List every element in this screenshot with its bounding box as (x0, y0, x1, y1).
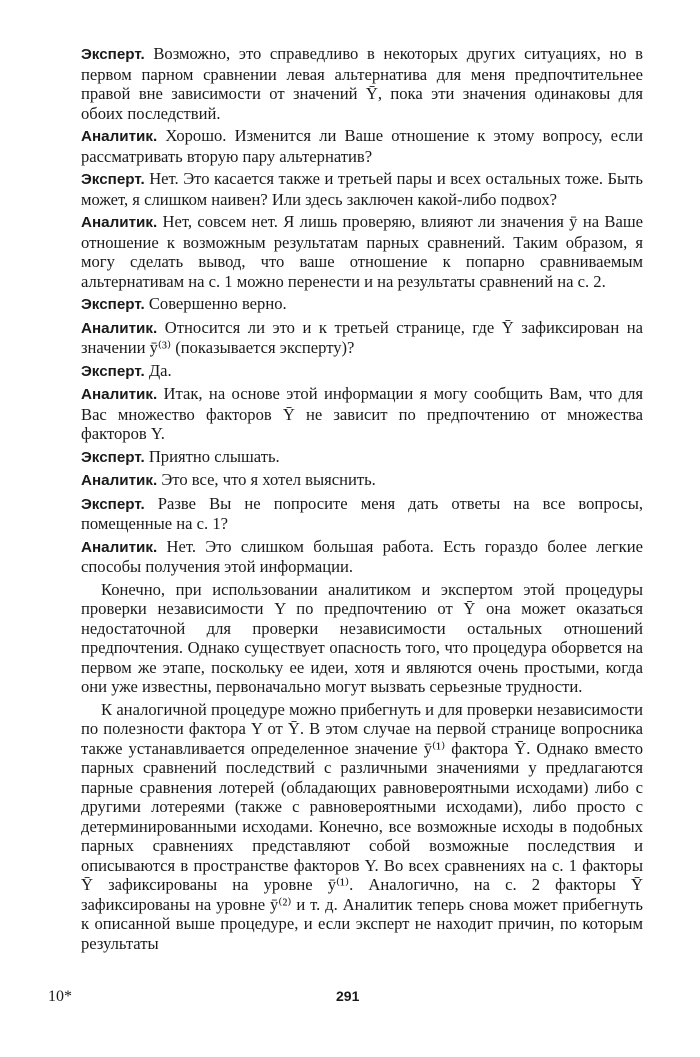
speaker-label: Эксперт. (81, 448, 145, 466)
body-paragraph: К аналогичной процедуре можно прибегнуть и для проверки независимости по полезности фактора Y от Ȳ. В этом случае на первой странице вопросника также устанавливается определенное значение ȳ⁽¹⁾ фактора Ȳ. Однако вместо парных сравнений последствий с различными значениями y предлагаются парные сравнения лотерей (обладающих равновероятными исходами) либо с другими лотереями (также с равновероятными исходами), либо просто с детерминированными исходами. Конечно, все возможные исходы в подобных парных сравнениях представляют собой возможные последствия и описываются в пространстве факторов Y. Во всех сравнениях на с. 1 факторы Ȳ зафиксированы на уровне ȳ⁽¹⁾. Аналогично, на с. 2 факторы Ȳ зафиксированы на уровне ȳ⁽²⁾ и т. д. Аналитик теперь снова может прибегнуть к описанной выше процедуре, и если эксперт не находит причин, по которым результаты (81, 699, 643, 953)
speaker-label: Эксперт. (81, 46, 145, 63)
dialogue-text: Нет. Это касается также и третьей пары и всех остальных тоже. Быть может, я слишком наивен? Или здесь заключен какой-либо подвох? (81, 169, 643, 209)
dialogue-analyst (81, 126, 643, 166)
body-paragraph: Конечно, при использовании аналитиком и экспертом этой процедуры проверки независимости Y по предпочтению от Ȳ она может оказаться недостаточной для проверки независимости остальных отношений предпочтения. Однако существует опасность того, что процедура оборвется на первом же этапе, поскольку ее идеи, хотя и являются очень простыми, когда они уже известны, первоначально могут вызвать серьезные трудности. (81, 579, 643, 696)
speaker-label: Эксперт. (81, 296, 145, 313)
speaker-label: Эксперт. (81, 362, 145, 380)
speaker-label: Аналитик. (81, 128, 158, 145)
dialogue-analyst (81, 384, 643, 444)
signature-mark: 10* (48, 988, 72, 1005)
dialogue-text: Хорошо. Изменится ли Ваше отношение к этому вопросу, если рассматривать вторую пару альтернатив? (81, 126, 643, 166)
dialogue-analyst (81, 212, 643, 291)
dialogue-analyst (81, 318, 643, 358)
dialogue-analyst (81, 470, 643, 491)
speaker-label: Аналитик. (81, 214, 158, 231)
dialogue-text: Относится ли это и к третьей странице, где Ȳ зафиксирован на значении ȳ⁽³⁾ (показывается эксперту)? (81, 317, 643, 357)
dialogue-text: Да. (148, 360, 172, 380)
speaker-label: Аналитик. (81, 538, 158, 556)
dialogue-text: Это все, что я хотел выяснить. (161, 470, 376, 489)
dialogue-text: Приятно слышать. (148, 446, 280, 466)
dialogue-text: Нет. Это слишком большая работа. Есть гораздо более легкие способы получения этой информации. (81, 536, 643, 576)
dialogue-expert (81, 494, 643, 534)
page-body (81, 44, 643, 956)
speaker-label: Аналитик. (81, 319, 158, 337)
dialogue-text: Нет, совсем нет. Я лишь проверяю, влияют ли значения ȳ на Ваше отношение к возможным результатам парных сравнений. Таким образом, я могу сделать вывод, что ваше отношение к попарно сравниваемым альтернативам на с. 1 можно перенести и на результаты сравнений на с. 2. (81, 212, 643, 291)
dialogue-expert (81, 294, 643, 315)
dialogue-text: Итак, на основе этой информации я могу сообщить Вам, что для Вас множество факторов Ȳ не зависит по предпочтению от множества факторов Y. (81, 384, 643, 443)
dialogue-text: Совершенно верно. (148, 294, 287, 313)
speaker-label: Эксперт. (81, 495, 145, 513)
speaker-label: Эксперт. (81, 171, 145, 188)
dialogue-expert (81, 44, 643, 123)
dialogue-expert (81, 169, 643, 209)
dialogue-text: Возможно, это справедливо в некоторых других ситуациях, но в первом парном сравнении левая альтернатива для меня предпочтительнее правой вне зависимости от значений Ȳ, пока эти значения одинаковы для обоих последствий. (81, 44, 644, 123)
speaker-label: Аналитик. (81, 386, 158, 403)
page-number: 291 (336, 988, 360, 1004)
page-footer (48, 988, 648, 1012)
dialogue-text: Разве Вы не попросите меня дать ответы на все вопросы, помещенные на с. 1? (81, 493, 643, 533)
dialogue-expert (81, 447, 643, 468)
speaker-label: Аналитик. (81, 472, 158, 489)
dialogue-analyst (81, 537, 643, 577)
dialogue-expert (81, 361, 643, 382)
